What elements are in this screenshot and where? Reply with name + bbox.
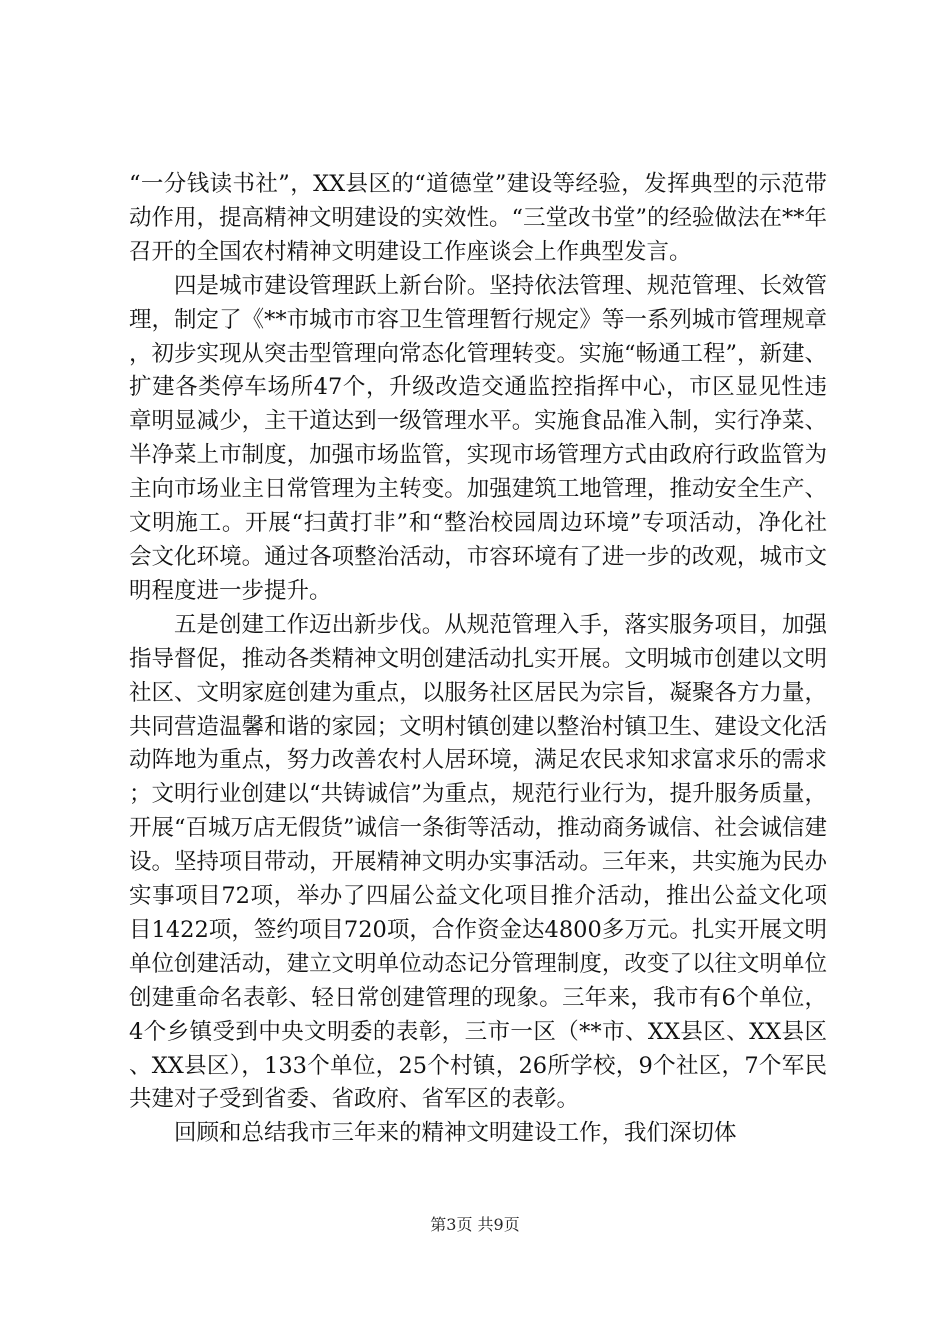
paragraph-review: 回顾和总结我市三年来的精神文明建设工作，我们深切体: [174, 1120, 737, 1147]
paragraph-continuation: “一分钱读书社”，XX县区的“道德堂”建设等经验，发挥典型的示范带动作用，提高精神文明建设的实效性。“三堂改书堂”的经验做法在**年召开的全国农村精神文明建设工作座谈会上作典型发言。: [129, 171, 828, 265]
paragraph-creation-work: 五是创建工作迈出新步伐。从规范管理入手，落实服务项目，加强指导督促，推动各类精神文明创建活动扎实开展。文明城市创建以文明社区、文明家庭创建为重点，以服务社区居民为宗旨，凝聚各方力量，共同营造温馨和谐的家园；文明村镇创建以整治村镇卫生、建设文化活动阵地为重点，努力改善农村人居环境，满足农民求知求富求乐的需求；文明行业创建以“共铸诚信”为重点，规范行业行为，提升服务质量，开展“百城万店无假货”诚信一条街等活动，推动商务诚信、社会诚信建设。坚持项目带动，开展精神文明办实事活动。三年来，共实施为民办实事项目72项，举办了四届公益文化项目推介活动，推出公益文化项目1422项，签约项目720项，合作资金达4800多万元。扎实开展文明单位创建活动，建立文明单位动态记分管理制度，改变了以往文明单位创建重命名表彰、轻日常创建管理的现象。三年来，我市有6个单位，4个乡镇受到中央文明委的表彰，三市一区（**市、XX县区、XX县区、XX县区），133个单位，25个村镇，26所学校，9个社区，7个军民共建对子受到省委、省政府、省军区的表彰。: [129, 611, 828, 1113]
paragraph-urban-management: 四是城市建设管理跃上新台阶。坚持依法管理、规范管理、长效管理，制定了《**市城市市容卫生管理暂行规定》等一系列城市管理规章，初步实现从突击型管理向常态化管理转变。实施“畅通工程”，新建、扩建各类停车场所47个，升级改造交通监控指挥中心，市区显见性违章明显减少，主干道达到一级管理水平。实施食品准入制，实行净菜、半净菜上市制度，加强市场监管，实现市场管理方式由政府行政监管为主向市场业主日常管理为主转变。加强建筑工地管理，推动安全生产、文明施工。开展“扫黄打非”和“整治校园周边环境”专项活动，净化社会文化环境。通过各项整治活动，市容环境有了进一步的改观，城市文明程度进一步提升。: [129, 272, 828, 604]
document-body: [129, 168, 827, 1151]
page-number-footer: 第3页 共9页: [430, 1215, 520, 1234]
